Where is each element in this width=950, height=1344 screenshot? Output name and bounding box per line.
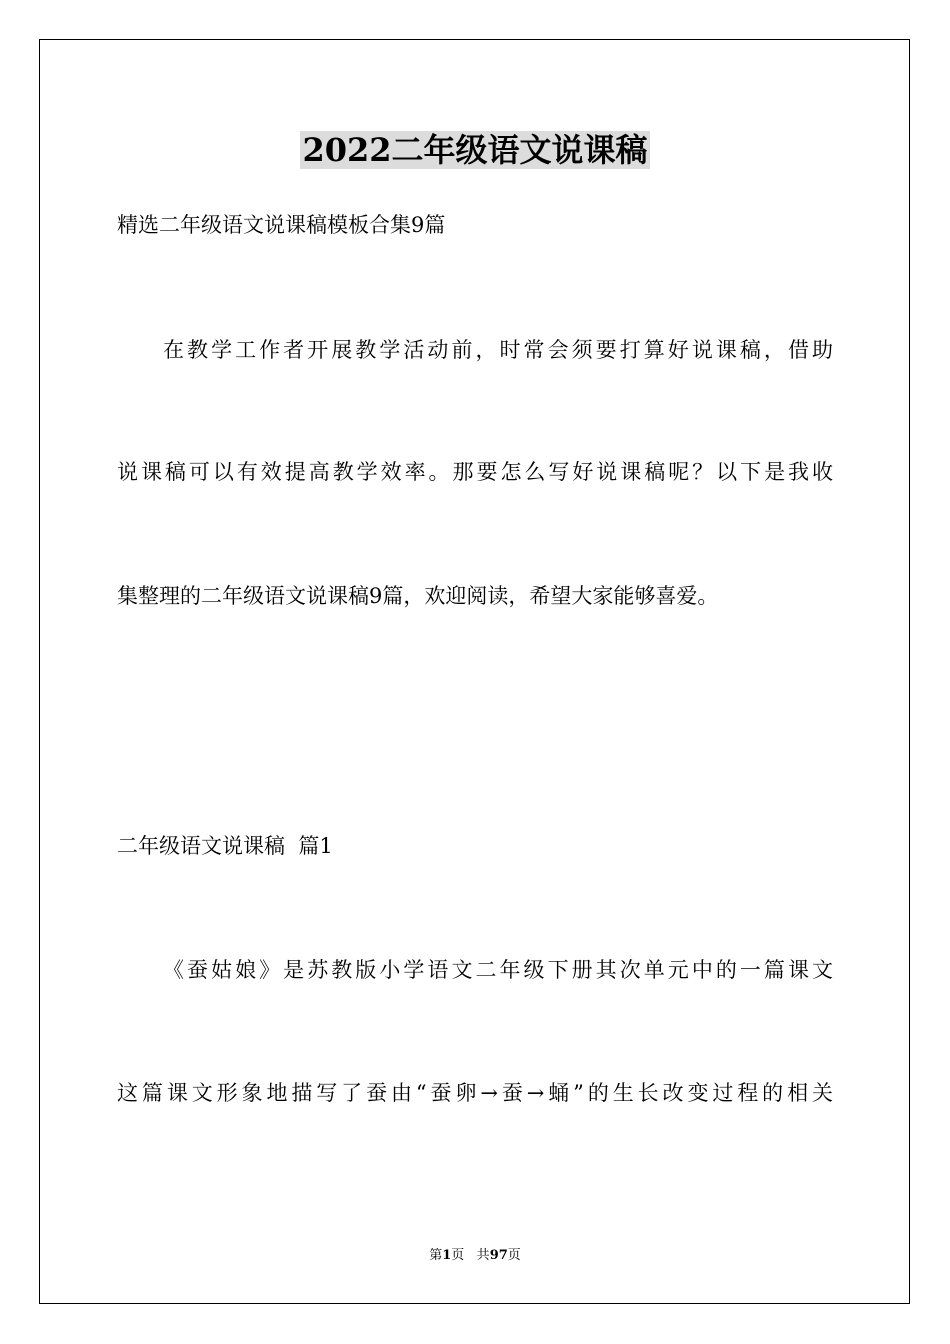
document-title: [0, 128, 950, 172]
intro-line-3: 集整理的二年级语文说课稿9篇，欢迎阅读，希望大家能够喜爱。: [117, 584, 719, 608]
footer-page-prefix: 第: [429, 1248, 443, 1263]
footer-total-pages: 97: [489, 1248, 508, 1263]
section-line-2: 这篇课文形象地描写了蚕由“蚕卵→蚕→蛹”的生长改变过程的相关: [117, 1081, 833, 1105]
footer-page-number: 1: [442, 1248, 452, 1263]
section-heading: 二年级语文说课稿 篇1: [117, 834, 333, 858]
section-line-1: 《蚕姑娘》是苏教版小学语文二年级下册其次单元中的一篇课文: [163, 958, 833, 982]
document-subtitle: 精选二年级语文说课稿模板合集9篇: [117, 213, 446, 237]
document-title-text: 2022二年级语文说课稿: [302, 131, 648, 169]
intro-line-2: 说课稿可以有效提高教学效率。那要怎么写好说课稿呢？以下是我收: [117, 460, 833, 484]
intro-line-1: 在教学工作者开展教学活动前，时常会须要打算好说课稿，借助: [163, 338, 833, 362]
footer-total-suffix: 页: [507, 1248, 521, 1263]
page-footer: [0, 1247, 950, 1265]
footer-total-prefix: 共: [476, 1248, 490, 1263]
footer-page-suffix: 页: [451, 1248, 465, 1263]
